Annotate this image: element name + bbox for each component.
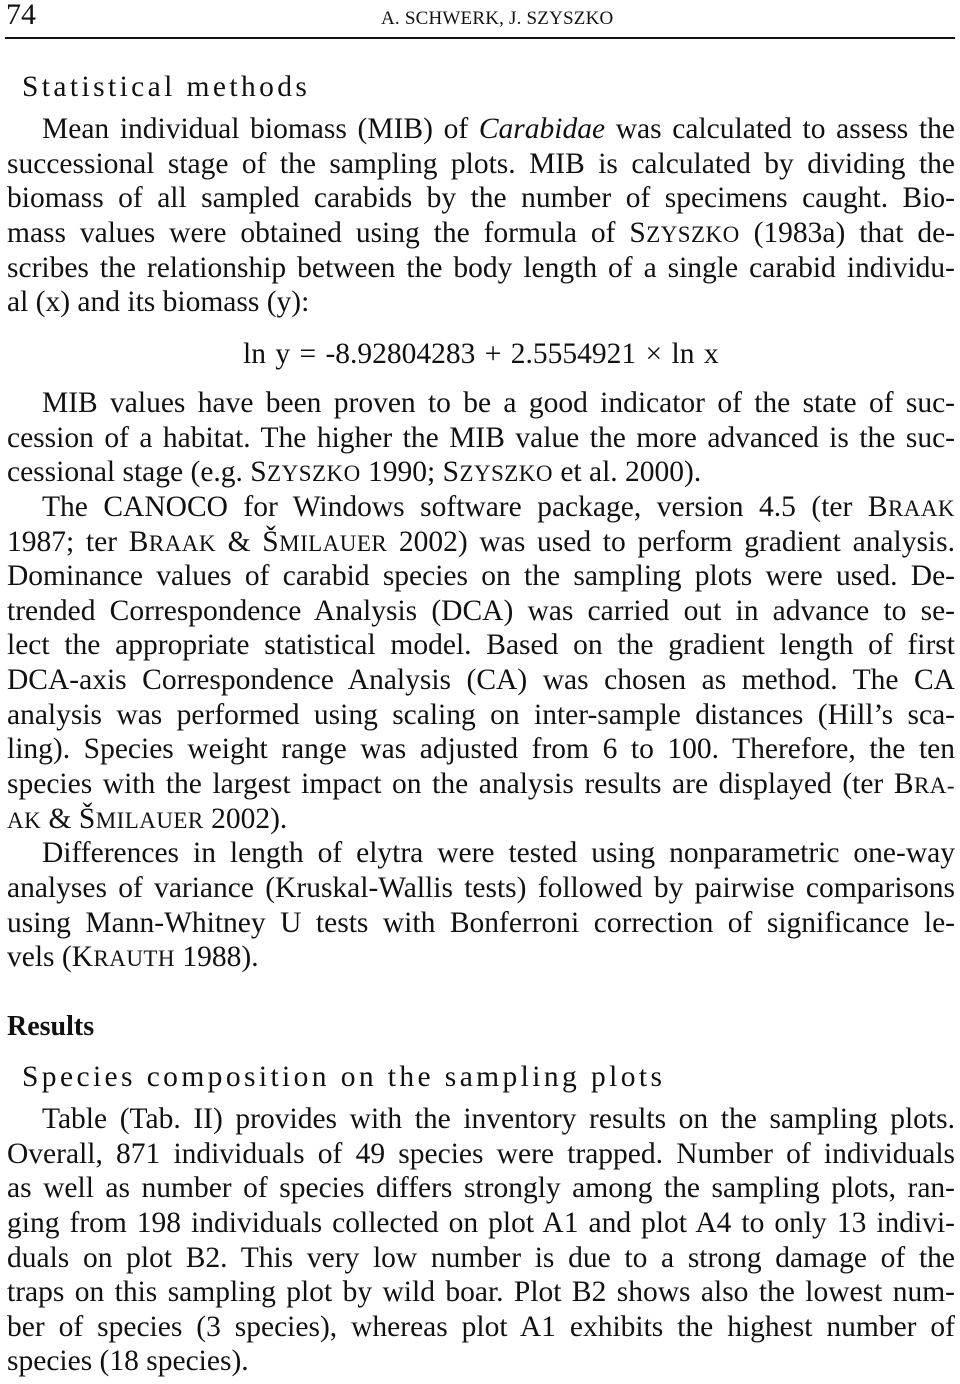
text-run: duals on plot B2. This very low number is due to a strong damage of the — [7, 1241, 955, 1274]
text-run: 1987; ter — [7, 525, 129, 558]
page-number: 74 — [6, 0, 36, 31]
text-run: traps on this sampling plot by wild boar. Plot B2 shows also the lowest num- — [7, 1276, 955, 1309]
results-body-text — [7, 1102, 955, 1379]
results-heading: Results — [7, 1011, 95, 1042]
text-line — [7, 1241, 955, 1276]
text-run: biomass of all sampled carabids by the number of specimens caught. Bio- — [7, 182, 955, 215]
text-run: al (x) and its biomass (y): — [7, 286, 310, 319]
text-line — [7, 1310, 955, 1345]
text-run: Mean individual biomass (MIB) of — [42, 113, 479, 145]
text-run: analysis was performed using scaling on inter-sample distances (Hill’s sca- — [7, 698, 955, 731]
running-head: A. SCHWERK, J. SZYSZKO — [381, 8, 614, 29]
paragraph — [7, 836, 955, 975]
text-line — [7, 836, 955, 871]
paragraph — [7, 112, 955, 320]
text-line — [7, 1102, 955, 1137]
text-line — [7, 147, 955, 182]
text-run: using Mann-Whitney U tests with Bonferroni correction of significance le- — [7, 906, 955, 939]
text-line — [7, 421, 955, 456]
paragraph — [7, 1102, 955, 1379]
text-run: Dominance values of carabid species on the sampling plots were used. De- — [7, 560, 955, 593]
text-line — [7, 1171, 955, 1206]
text-run: Overall, 871 individuals of 49 species were trapped. Number of individuals — [7, 1137, 955, 1170]
text-line — [7, 490, 955, 525]
text-line — [7, 386, 955, 421]
body-text-after-formula — [7, 386, 955, 975]
text-line — [7, 940, 955, 975]
header-rule — [5, 37, 955, 39]
text-run: successional stage of the sampling plots. MIB is calculated by dividing the — [7, 147, 955, 180]
small-caps-name: SZYSZKO — [250, 456, 361, 489]
text-line — [7, 1344, 955, 1379]
text-line — [7, 216, 955, 251]
text-line — [7, 663, 955, 698]
text-run: cession of a habitat. The higher the MIB value the more advanced is the suc- — [7, 421, 955, 454]
text-run: analyses of variance (Kruskal-Wallis tests) followed by pairwise comparisons — [7, 871, 955, 904]
small-caps-name: SZYSZKO — [629, 216, 740, 249]
small-caps-name: ŠMILAUER — [78, 802, 204, 835]
text-line — [7, 525, 955, 560]
text-line — [7, 251, 955, 286]
text-line — [7, 594, 955, 629]
text-line — [7, 732, 955, 767]
text-run: vels ( — [7, 941, 72, 974]
text-run: was calculated to assess the — [605, 113, 955, 145]
text-line — [7, 112, 955, 147]
text-run: & — [215, 525, 263, 558]
text-run: lect the appropriate statistical model. Based on the gradient length of first — [7, 629, 955, 662]
small-caps-name: KRAUTH — [71, 941, 176, 974]
text-line — [7, 1137, 955, 1172]
italic-text: Carabidae — [478, 113, 606, 145]
text-run: et al. 2000). — [552, 456, 702, 489]
text-run: scribes the relationship between the body length of a single carabid individu- — [7, 251, 955, 284]
small-caps-name: SZYSZKO — [442, 456, 553, 489]
text-line — [7, 181, 955, 216]
text-run: Differences in length of elytra were tested using nonparametric one-way — [42, 837, 955, 870]
text-line — [7, 455, 955, 490]
text-run: 1988). — [175, 941, 259, 974]
small-caps-name: AK — [7, 806, 42, 833]
text-run: species with the largest impact on the analysis results are displayed (ter — [7, 768, 894, 801]
text-run: as well as number of species differs strongly among the sampling plots, ran- — [7, 1172, 955, 1205]
text-run: ling). Species weight range was adjusted from 6 to 100. Therefore, the ten — [7, 733, 955, 766]
text-line — [7, 559, 955, 594]
text-line — [7, 802, 955, 837]
text-line — [7, 767, 955, 802]
subsection-heading-species-composition: Species composition on the sampling plots — [22, 1061, 666, 1093]
text-run: 2002). — [203, 802, 288, 835]
paragraph — [7, 386, 955, 490]
text-line — [7, 628, 955, 663]
small-caps-name: ŠMILAUER — [262, 525, 388, 558]
paragraph — [7, 490, 955, 836]
text-run: mass values were obtained using the formula of — [7, 216, 630, 249]
text-run: 2002) was used to perform gradient analysis. — [387, 525, 955, 558]
text-line — [7, 285, 955, 320]
text-run: The CANOCO for Windows software package, version 4.5 (ter — [42, 490, 868, 523]
text-line — [7, 871, 955, 906]
text-line — [7, 698, 955, 733]
text-run: (1983a) that de- — [739, 216, 955, 249]
text-run: Table (Tab. II) provides with the inventory results on the sampling plots. — [42, 1103, 955, 1135]
small-caps-name: BRAAK — [128, 525, 216, 558]
text-run: MIB values have been proven to be a good indicator of the state of suc- — [42, 387, 955, 419]
text-run: ging from 198 individuals collected on plot A1 and plot A4 to only 13 indivi- — [7, 1206, 955, 1239]
text-run: species (18 species). — [7, 1345, 249, 1378]
text-run: ber of species (3 species), whereas plot A1 exhibits the highest number of — [7, 1310, 955, 1343]
text-line — [7, 1206, 955, 1241]
small-caps-name: BRA- — [893, 768, 955, 801]
body-text-before-formula — [7, 112, 955, 320]
text-run: cessional stage (e.g. — [7, 456, 251, 489]
text-run: trended Correspondence Analysis (DCA) was carried out in advance to se- — [7, 594, 955, 627]
text-run: 1990; — [360, 456, 443, 489]
text-line — [7, 906, 955, 941]
formula: ln y = -8.92804283 + 2.5554921 × ln x — [243, 338, 719, 370]
text-run: DCA-axis Correspondence Analysis (CA) was chosen as method. The CA — [7, 664, 955, 697]
text-line — [7, 1275, 955, 1310]
section-heading-statistical-methods: Statistical methods — [22, 71, 311, 103]
small-caps-name: BRAAK — [867, 490, 955, 523]
text-run: & — [41, 802, 79, 835]
